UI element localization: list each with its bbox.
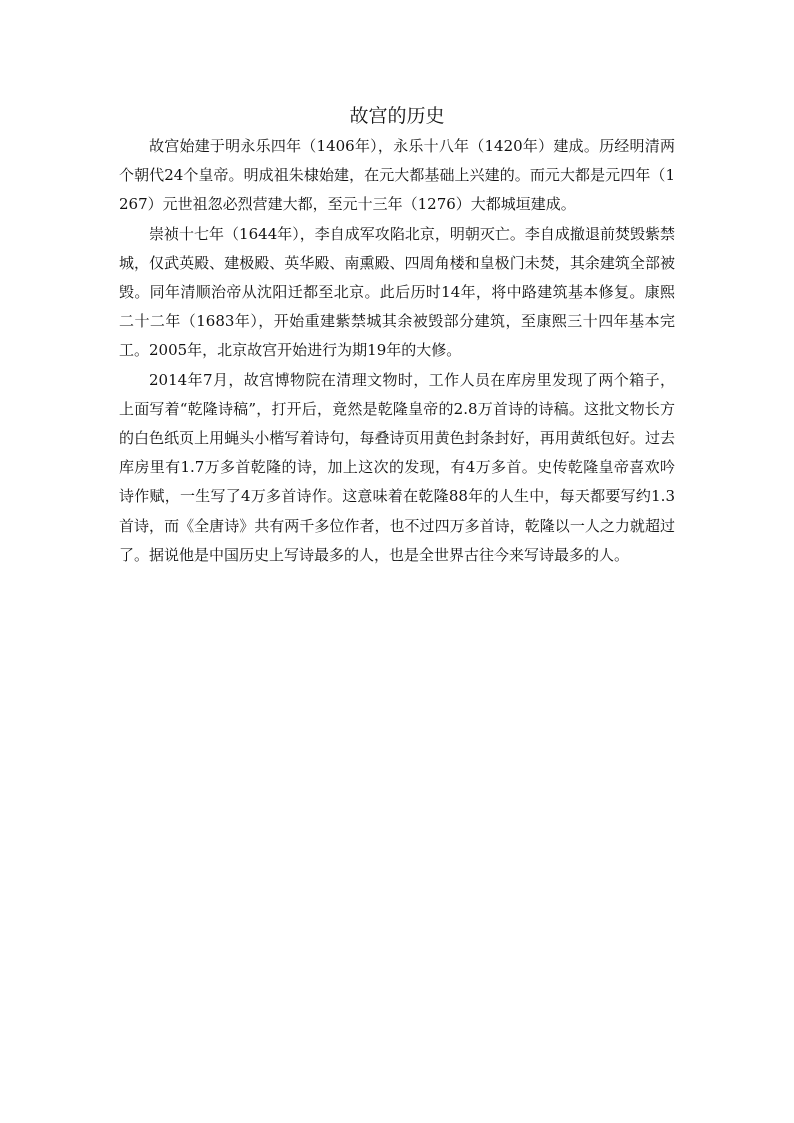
paragraph-1: 故宫始建于明永乐四年（1406年），永乐十八年（1420年）建成。历经明清两个朝代24个皇帝。明成祖朱棣始建，在元大都基础上兴建的。而元大都是元四年（1267）元世祖忽必烈营建大都，至元十三年（1276）大都城垣建成。 (119, 137, 675, 214)
document-body (119, 101, 675, 570)
document-title: 故宫的历史 (349, 105, 445, 127)
paragraph-3: 2014年7月，故宫博物院在清理文物时，工作人员在库房里发现了两个箱子，上面写着“乾隆诗稿”，打开后，竟然是乾隆皇帝的2.8万首诗的诗稿。这批文物长方的白色纸页上用蝇头小楷写着诗句，每叠诗页用黄色封条封好，再用黄纸包好。过去库房里有1.7万多首乾隆的诗，加上这次的发现，有4万多首。史传乾隆皇帝喜欢吟诗作赋，一生写了4万多首诗作。这意味着在乾隆88年的人生中，每天都要写约1.3首诗，而《全唐诗》共有两千多位作者，也不过四万多首诗，乾隆以一人之力就超过了。据说他是中国历史上写诗最多的人，也是全世界古往今来写诗最多的人。 (119, 370, 675, 564)
paragraph-2: 崇祯十七年（1644年），李自成军攻陷北京，明朝灭亡。李自成撤退前焚毁紫禁城，仅武英殿、建极殿、英华殿、南熏殿、四周角楼和皇极门未焚，其余建筑全部被毁。同年清顺治帝从沈阳迁都至北京。此后历时14年，将中路建筑基本修复。康熙二十二年（1683年），开始重建紫禁城其余被毁部分建筑，至康熙三十四年基本完工。2005年，北京故宫开始进行为期19年的大修。 (119, 224, 675, 360)
